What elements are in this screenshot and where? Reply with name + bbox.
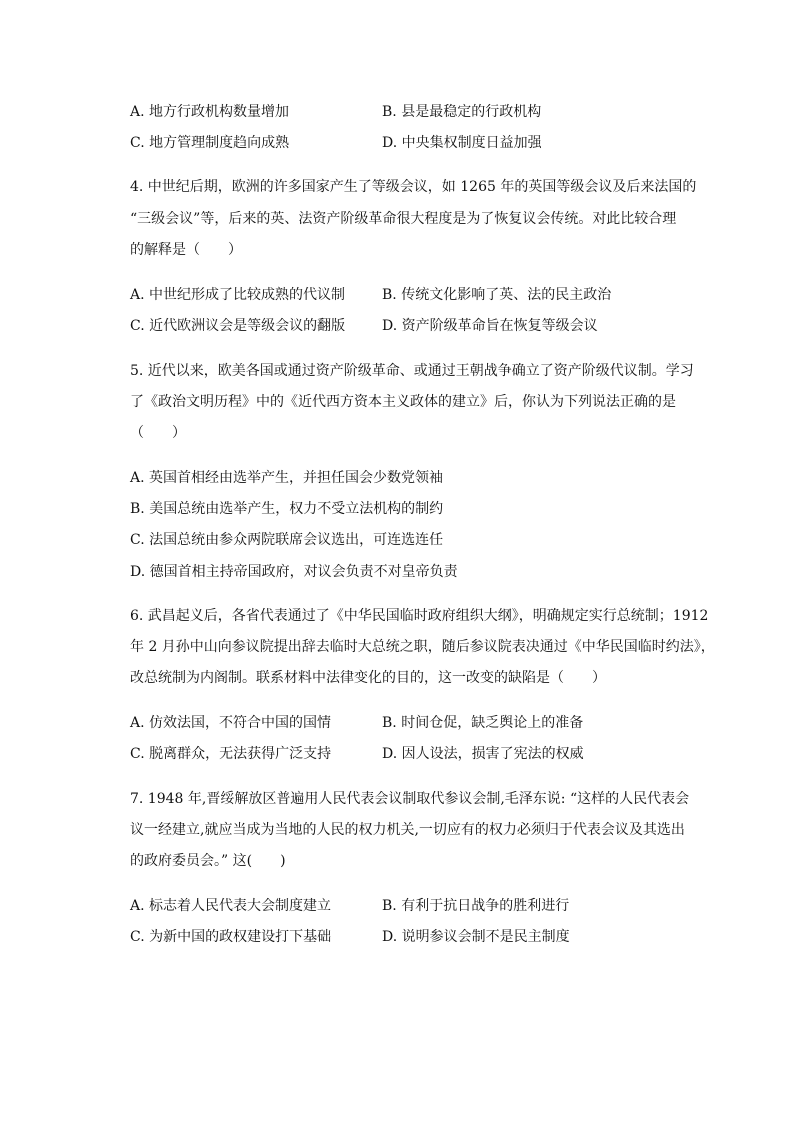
q4-stem-line-2: “三级会议”等，后来的英、法资产阶级革命很大程度是为了恢复议会传统。对此比较合理 (130, 211, 677, 227)
q6-option-d: D. 因人设法，损害了宪法的权威 (382, 746, 584, 762)
q3-option-c: C. 地方管理制度趋向成熟 (130, 135, 290, 151)
q6-stem-line-3: 改总统制为内阁制。联系材料中法律变化的目的，这一改变的缺陷是（ ） (130, 670, 606, 686)
q3-option-d: D. 中央集权制度日益加强 (382, 135, 542, 151)
q6-option-b: B. 时间仓促，缺乏舆论上的准备 (382, 715, 584, 731)
q4-option-d: D. 资产阶级革命旨在恢复等级会议 (382, 318, 598, 334)
q7-option-a: A. 标志着人民代表大会制度建立 (130, 898, 332, 914)
q7-stem-line-2: 议一经建立,就应当成为当地的人民的权力机关,一切应有的权力必须归于代表会议及其选出 (130, 822, 685, 838)
q5-option-b: B. 美国总统由选举产生，权力不受立法机构的制约 (130, 501, 444, 517)
q5-option-d: D. 德国首相主持帝国政府，对议会负责不对皇帝负责 (130, 564, 458, 580)
q6-option-c: C. 脱离群众，无法获得广泛支持 (130, 746, 332, 762)
q6-stem-line-2: 年 2 月孙中山向参议院提出辞去临时大总统之职，随后参议院表决通过《中华民国临时约法》， (130, 639, 715, 655)
q3-option-a: A. 地方行政机构数量增加 (130, 104, 290, 120)
q7-option-b: B. 有利于抗日战争的胜利进行 (382, 898, 570, 914)
q7-stem-line-1: 7. 1948 年,晋绥解放区普遍用人民代表会议制取代参议会制,毛泽东说: “这样的人民代表会 (130, 791, 690, 807)
q5-stem-line-2: 了《政治文明历程》中的《近代西方资本主义政体的建立》后，你认为下列说法正确的是 (130, 394, 676, 410)
q3-option-b: B. 县是最稳定的行政机构 (382, 104, 542, 120)
q7-option-d: D. 说明参议会制不是民主制度 (382, 929, 570, 945)
q5-option-a: A. 英国首相经由选举产生，并担任国会少数党领袖 (130, 470, 444, 486)
q5-stem-line-1: 5. 近代以来，欧美各国或通过资产阶级革命、或通过王朝战争确立了资产阶级代议制。学习 (130, 363, 694, 379)
q7-option-c: C. 为新中国的政权建设打下基础 (130, 929, 332, 945)
q4-option-a: A. 中世纪形成了比较成熟的代议制 (130, 287, 346, 303)
q7-stem-line-3: 的政府委员会。” 这( ) (130, 853, 286, 869)
q4-stem-line-1: 4. 中世纪后期，欧洲的许多国家产生了等级会议，如 1265 年的英国等级会议及后来法国的 (130, 179, 697, 195)
q5-option-c: C. 法国总统由参众两院联席会议选出，可连选连任 (130, 532, 444, 548)
q4-option-b: B. 传统文化影响了英、法的民主政治 (382, 287, 612, 303)
q6-stem-line-1: 6. 武昌起义后，各省代表通过了《中华民国临时政府组织大纲》，明确规定实行总统制；1912 (130, 608, 709, 624)
q4-stem-line-3: 的解释是（ ） (130, 242, 242, 258)
q6-option-a: A. 仿效法国，不符合中国的国情 (130, 715, 332, 731)
q4-option-c: C. 近代欧洲议会是等级会议的翻版 (130, 318, 346, 334)
q5-stem-line-3: （ ） (130, 425, 186, 441)
